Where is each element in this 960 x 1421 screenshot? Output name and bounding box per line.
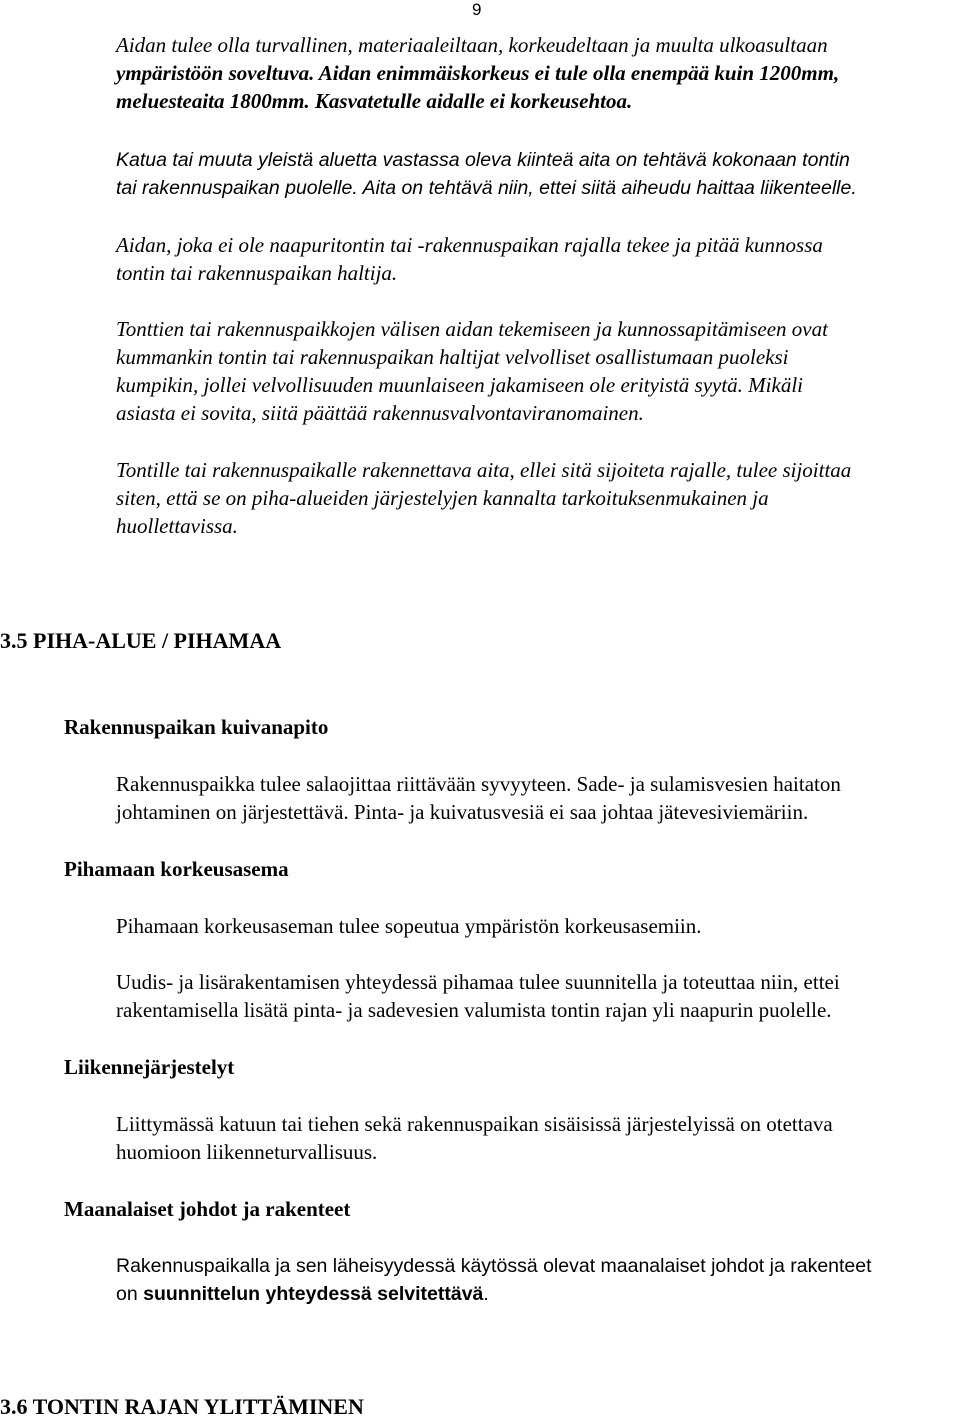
text-fragment: on — [116, 1283, 144, 1305]
text-line: tai rakennuspaikan puolelle. Aita on tehtävä niin, ettei siitä aiheudu haittaa liikenteelle. — [116, 177, 857, 199]
subheading-korkeusasema: Pihamaan korkeusasema — [64, 857, 289, 881]
emphasis-fragment: suunnittelun yhteydessä selvitettävä — [143, 1283, 484, 1305]
kuivanapito-paragraph — [116, 770, 956, 826]
fence-paragraph-4 — [116, 315, 956, 427]
page-number: 9 — [472, 0, 482, 19]
text-line: siten, että se on piha-alueiden järjestelyjen kannalta tarkoituksenmukainen ja — [116, 486, 769, 510]
subheading-liikenne: Liikennejärjestelyt — [64, 1055, 235, 1079]
text-line: Katua tai muuta yleistä aluetta vastassa oleva kiinteä aita on tehtävä kokonaan tontin — [116, 149, 850, 171]
text-line: Rakennuspaikalla ja sen läheisyydessä käytössä olevat maanalaiset johdot ja rakenteet — [116, 1255, 872, 1277]
korkeusasema-paragraph-1 — [116, 912, 956, 940]
text-line: Aidan, joka ei ole naapuritontin tai -rakennuspaikan rajalla tekee ja pitää kunnossa — [116, 233, 823, 257]
maanalaiset-paragraph — [116, 1252, 956, 1308]
text-line: ympäristöön soveltuva. Aidan enimmäiskorkeus ei tule olla enempää kuin 1200mm, — [116, 61, 840, 85]
text-line: Rakennuspaikka tulee salaojittaa riittävään syvyyteen. Sade- ja sulamisvesien haitaton — [116, 772, 841, 796]
text-line: kumpikin, jollei velvollisuuden muunlaiseen jakamiseen ole erityistä syytä. Mikäli — [116, 373, 803, 397]
text-line: rakentamisella lisätä pinta- ja sadevesien valumista tontin rajan yli naapurin puolelle. — [116, 998, 832, 1022]
text-line: Pihamaan korkeusaseman tulee sopeutua ympäristön korkeusasemiin. — [116, 914, 702, 938]
fence-paragraph-1 — [116, 31, 956, 115]
text-line — [116, 1280, 956, 1308]
section-heading-3-6: 3.6 TONTIN RAJAN YLITTÄMINEN — [0, 1394, 364, 1419]
text-line: tontin tai rakennuspaikan haltija. — [116, 261, 398, 285]
text-line: kummankin tontin tai rakennuspaikan haltijat velvolliset osallistumaan puoleksi — [116, 345, 789, 369]
liikenne-paragraph — [116, 1110, 956, 1166]
text-line: Tontille tai rakennuspaikalle rakennettava aita, ellei sitä sijoiteta rajalle, tulee sijoittaa — [116, 458, 852, 482]
text-line: Tonttien tai rakennuspaikkojen välisen aidan tekemiseen ja kunnossapitämiseen ovat — [116, 317, 828, 341]
text-line: meluesteaita 1800mm. Kasvatetulle aidalle ei korkeusehtoa. — [116, 89, 633, 113]
subheading-maanalaiset: Maanalaiset johdot ja rakenteet — [64, 1197, 351, 1221]
text-fragment: . — [483, 1283, 489, 1305]
fence-paragraph-2 — [116, 146, 956, 202]
text-line: Uudis- ja lisärakentamisen yhteydessä pihamaa tulee suunnitella ja toteuttaa niin, ettei — [116, 970, 840, 994]
section-heading-3-5: 3.5 PIHA-ALUE / PIHAMAA — [0, 628, 282, 653]
fence-paragraph-3 — [116, 231, 956, 287]
subheading-kuivanapito: Rakennuspaikan kuivanapito — [64, 715, 329, 739]
text-line: huomioon liikenneturvallisuus. — [116, 1140, 378, 1164]
text-line: johtaminen on järjestettävä. Pinta- ja kuivatusvesiä ei saa johtaa jätevesiviemäriin. — [116, 800, 809, 824]
text-line: Liittymässä katuun tai tiehen sekä rakennuspaikan sisäisissä järjestelyissä on otettava — [116, 1112, 833, 1136]
text-line: huollettavissa. — [116, 514, 238, 538]
text-line: Aidan tulee olla turvallinen, materiaaleiltaan, korkeudeltaan ja muulta ulkoasultaan — [116, 33, 828, 57]
text-line: asiasta ei sovita, siitä päättää rakennusvalvontaviranomainen. — [116, 401, 644, 425]
korkeusasema-paragraph-2 — [116, 968, 956, 1024]
fence-paragraph-5 — [116, 456, 956, 540]
